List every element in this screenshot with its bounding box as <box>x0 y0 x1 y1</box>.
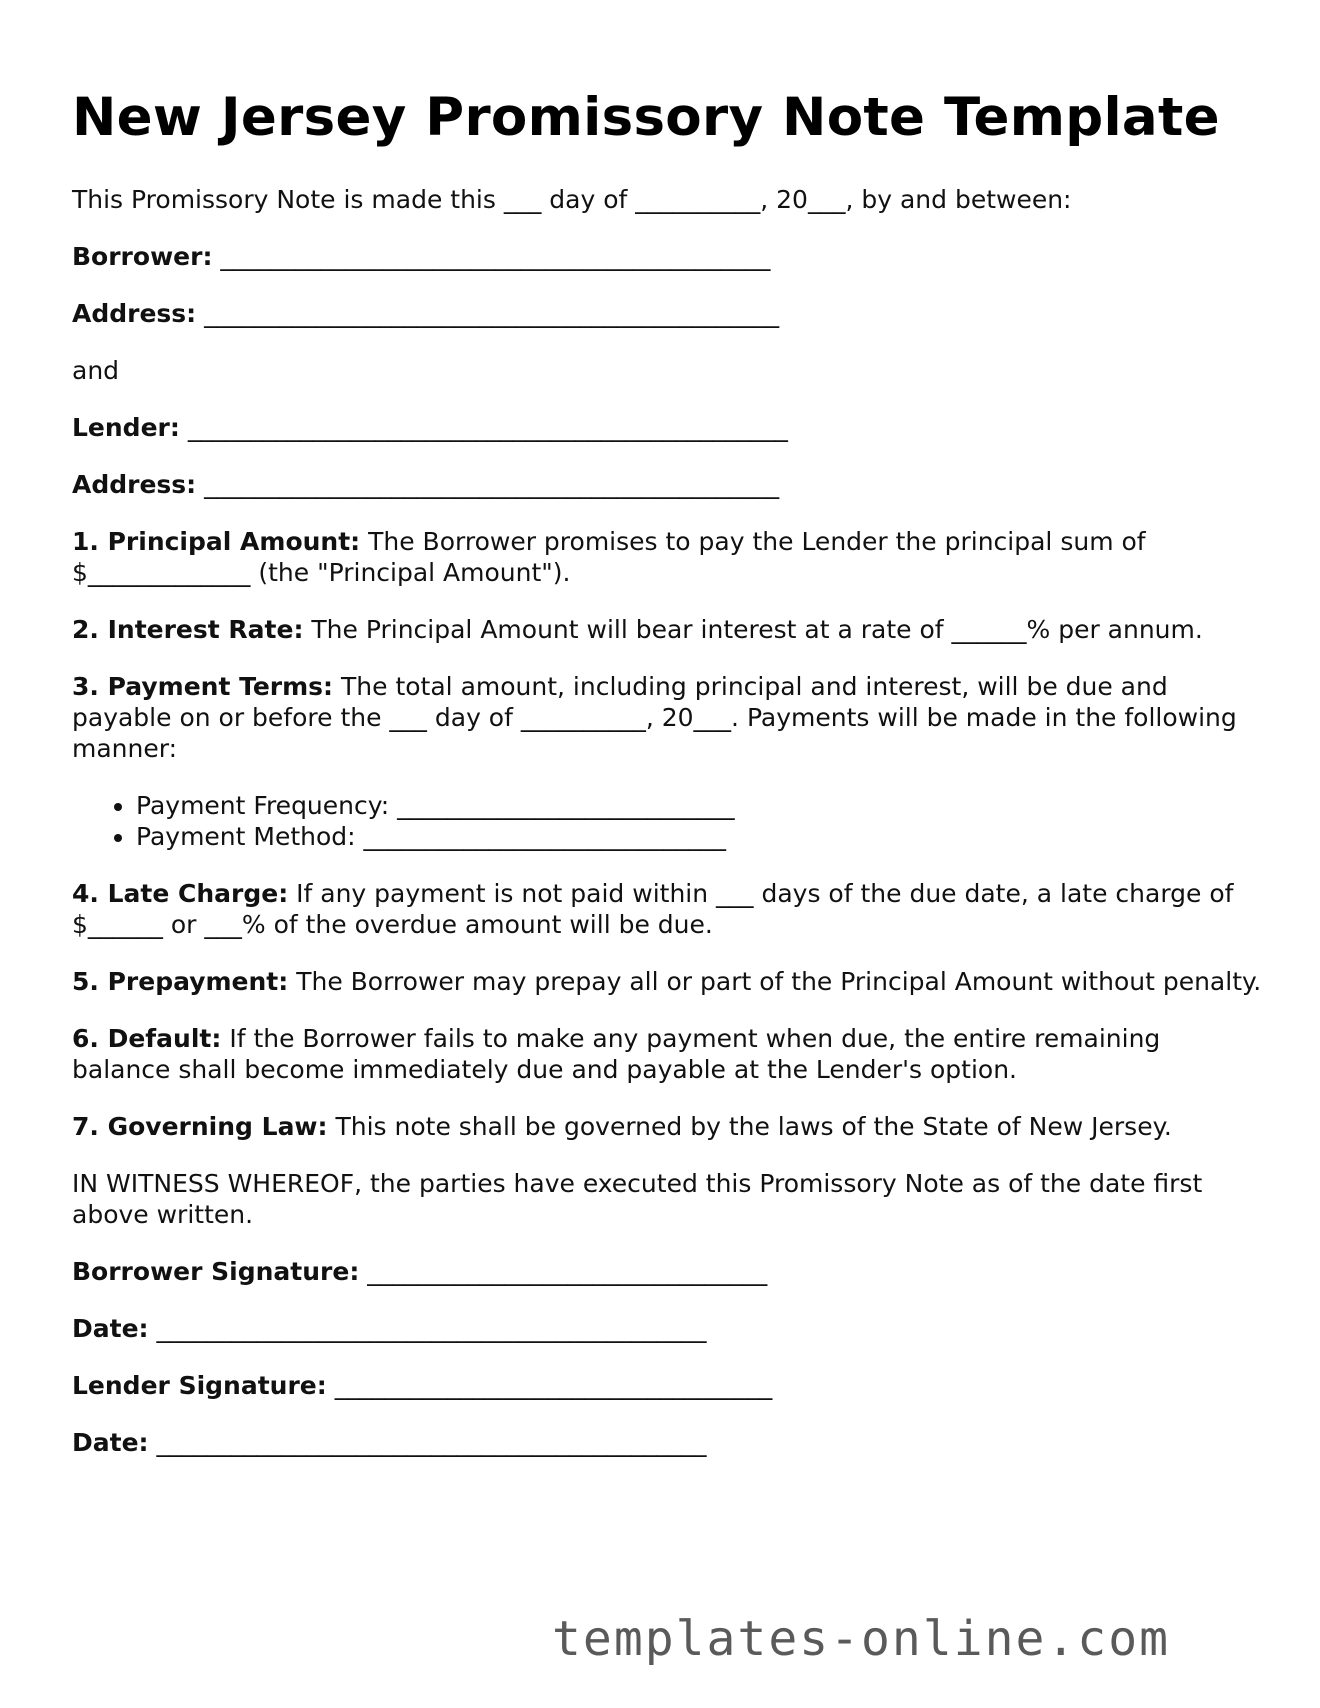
section-text: If the Borrower fails to make any payment when due, the entire remaining balance shall become immediately due and payable at the Lender's option. <box>72 1024 1161 1084</box>
borrower-blank: ____________________________________________ <box>212 242 771 271</box>
payment-method-item: • Payment Method: _____________________________ <box>136 821 1262 852</box>
page-title: New Jersey Promissory Note Template <box>72 87 1220 148</box>
borrower-date-blank: ____________________________________________ <box>148 1314 707 1343</box>
section-text: This note shall be governed by the laws of the State of New Jersey. <box>327 1112 1172 1141</box>
lender-date-field <box>72 1427 1262 1458</box>
section-prepayment <box>72 966 1262 997</box>
section-heading: 3. Payment Terms: <box>72 672 334 701</box>
borrower-date-label: Date: <box>72 1314 149 1343</box>
lender-date-label: Date: <box>72 1428 149 1457</box>
payment-terms-list <box>72 790 1262 852</box>
lender-date-blank: ____________________________________________ <box>148 1428 707 1457</box>
section-text: The Principal Amount will bear interest at a rate of ______% per annum. <box>303 615 1203 644</box>
witness-paragraph: IN WITNESS WHEREOF, the parties have executed this Promissory Note as of the date first above written. <box>72 1169 1203 1229</box>
section-heading: 7. Governing Law: <box>72 1112 328 1141</box>
borrower-address-field <box>72 298 1262 329</box>
section-heading: 4. Late Charge: <box>72 879 289 908</box>
lender-signature-field <box>72 1370 1262 1401</box>
intro-paragraph: This Promissory Note is made this ___ day of __________, 20___, by and between: <box>72 185 1072 214</box>
section-governing-law <box>72 1111 1262 1142</box>
borrower-field <box>72 241 1262 272</box>
borrower-date-field <box>72 1313 1262 1344</box>
document-page <box>72 88 1262 1484</box>
borrower-signature-label: Borrower Signature: <box>72 1257 360 1286</box>
lender-field <box>72 412 1262 443</box>
lender-signature-label: Lender Signature: <box>72 1371 327 1400</box>
borrower-address-blank: ______________________________________________ <box>196 299 780 328</box>
section-text: The total amount, including principal and interest, will be due and payable on or before the ___ day of __________, 20___. Payments will be made in the following manner: <box>72 672 1237 763</box>
section-principal-amount <box>72 526 1262 588</box>
section-heading: 2. Interest Rate: <box>72 615 304 644</box>
borrower-signature-field <box>72 1256 1262 1287</box>
borrower-address-label: Address: <box>72 299 197 328</box>
lender-address-label: Address: <box>72 470 197 499</box>
lender-label: Lender: <box>72 413 180 442</box>
section-heading: 6. Default: <box>72 1024 222 1053</box>
borrower-label: Borrower: <box>72 242 213 271</box>
lender-signature-blank: ___________________________________ <box>326 1371 773 1400</box>
lender-address-blank: ______________________________________________ <box>196 470 780 499</box>
lender-address-field <box>72 469 1262 500</box>
watermark: templates-online.com <box>552 1611 1170 1667</box>
lender-blank: ________________________________________________ <box>179 413 788 442</box>
section-default <box>72 1023 1262 1085</box>
payment-frequency-item: • Payment Frequency: ___________________________ <box>136 790 1262 821</box>
section-heading: 5. Prepayment: <box>72 967 289 996</box>
section-text: The Borrower promises to pay the Lender the principal sum of $_____________ (the "Principal Amount"). <box>72 527 1146 587</box>
section-heading: 1. Principal Amount: <box>72 527 361 556</box>
and-text: and <box>72 356 120 385</box>
section-payment-terms <box>72 671 1262 764</box>
section-text: If any payment is not paid within ___ days of the due date, a late charge of $______ or ___% of the overdue amount will be due. <box>72 879 1234 939</box>
section-late-charge <box>72 878 1262 940</box>
borrower-signature-blank: ________________________________ <box>359 1257 768 1286</box>
section-text: The Borrower may prepay all or part of the Principal Amount without penalty. <box>288 967 1262 996</box>
section-interest-rate <box>72 614 1262 645</box>
